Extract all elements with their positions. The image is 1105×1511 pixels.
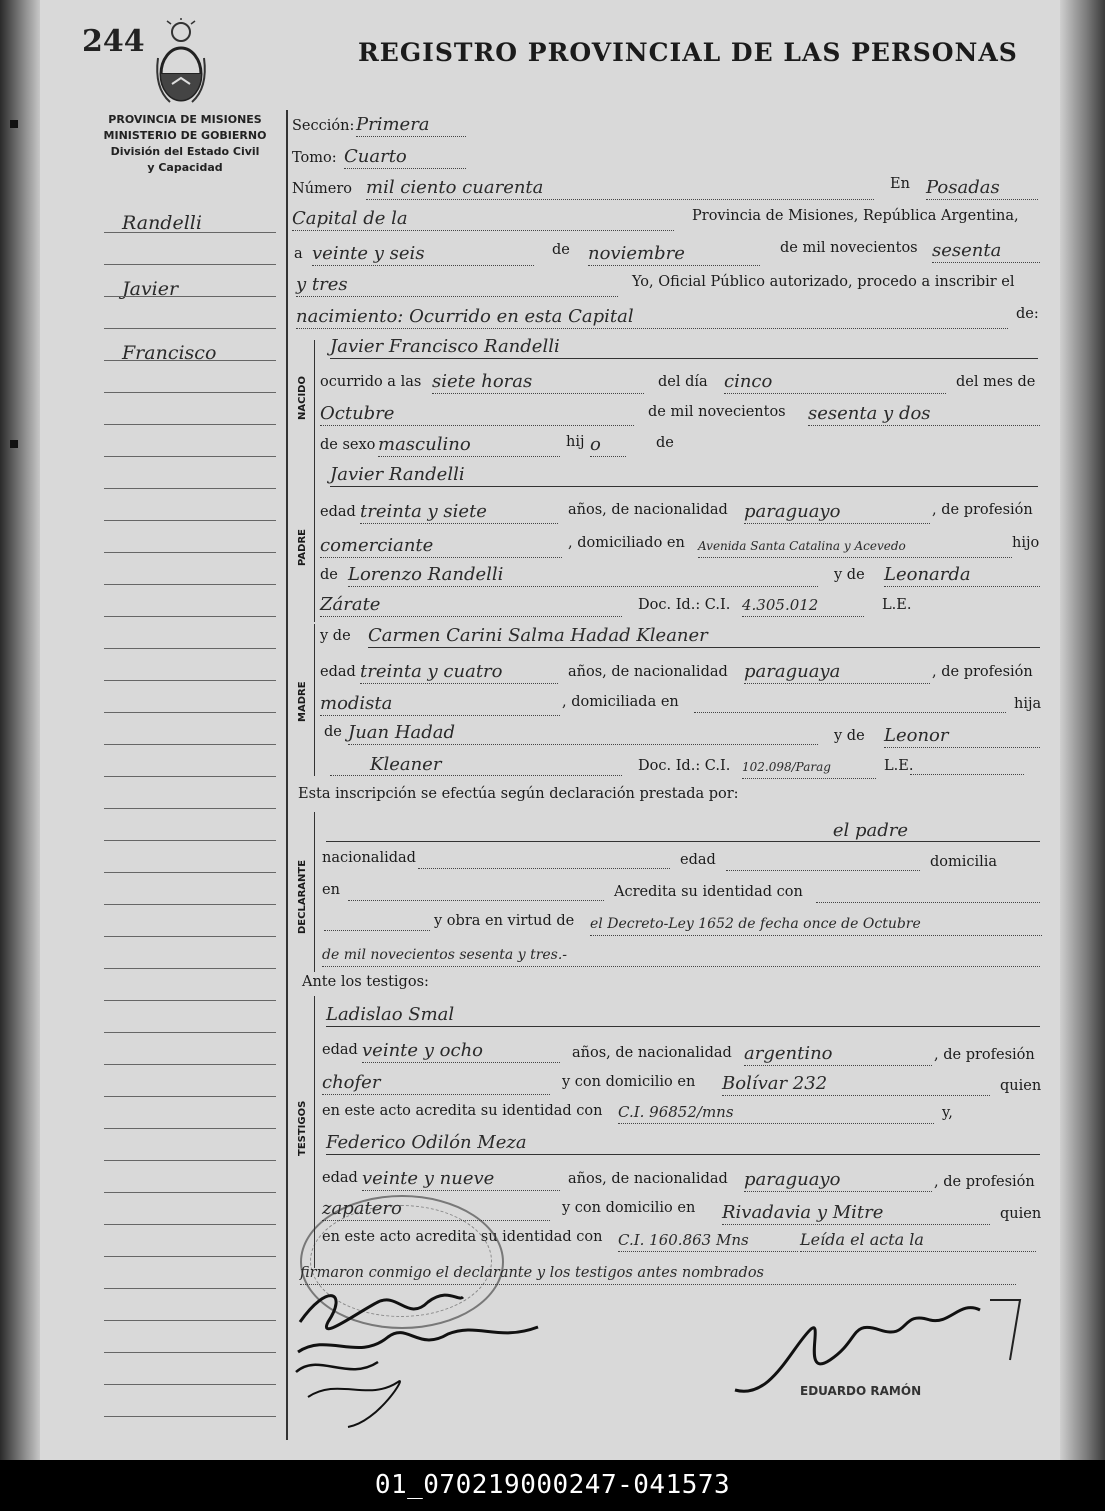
madre-nombre: Carmen Carini Salma Hadad Kleaner [368,625,1040,648]
padre-nacionalidad-label: años, de nacionalidad [568,502,728,518]
declarante-edad-label: edad [680,852,716,868]
testigo1-y-label: y, [942,1105,953,1121]
madre-le-blank [910,774,1024,775]
nacido-anio: sesenta y dos [808,403,1040,426]
officer-signature [730,1290,1040,1430]
margin-rule [104,968,276,969]
ocurrido-label: ocurrido a las [320,374,422,390]
dia-inscripcion: veinte y seis [312,243,534,266]
margin-rule [104,552,276,553]
org-division-sub: y Capacidad [147,161,223,174]
declaracion-intro: Esta inscripción se efectúa según declaración prestada por: [298,786,739,802]
margin-rule [104,840,276,841]
padre-yde-label: y de [834,567,865,583]
testigo2-quien-label: quien [1000,1206,1042,1222]
firmaron-text: firmaron conmigo el declarante y los testigos antes nombrados [300,1262,1016,1285]
de-colon-label: de: [1016,306,1039,322]
margin-first-name: Javier [122,278,179,300]
testigos-intro: Ante los testigos: [302,974,429,990]
nacido-sexo: masculino [378,434,560,457]
padre-edad: treinta y siete [360,501,558,524]
margin-rule [104,1320,276,1321]
madre-domicilio-label: , domiciliada en [562,694,679,710]
margin-rule [104,1096,276,1097]
margin-rule [104,488,276,489]
nacido-label: NACIDO [297,376,308,420]
padre-padre: Lorenzo Randelli [348,564,818,587]
madre-yde-label: y de [320,628,351,644]
madre-edad-label: edad [320,664,356,680]
declarant-signature [288,1282,558,1432]
nacido-hora: siete horas [432,371,644,394]
nacido-nombre: Javier Francisco Randelli [330,336,1038,359]
margin-rule [104,1256,276,1257]
sexo-label: de sexo [320,437,376,453]
margin-rule [104,1000,276,1001]
padre-madre-cont: Zárate [320,594,622,617]
del-dia-label: del día [658,374,708,390]
capital-value: Capital de la [292,208,674,231]
padre-domicilio-label: , domiciliado en [568,535,685,551]
declarante-nacionalidad-label: nacionalidad [322,850,416,866]
leida-text: Leída el acta la [800,1229,1036,1252]
en-label: En [890,176,910,192]
margin-rule [104,744,276,745]
testigos-label: TESTIGOS [297,1100,308,1156]
padre-doc-label: Doc. Id.: C.I. [638,597,731,613]
page-title: REGISTRO PROVINCIAL DE LAS PERSONAS [358,38,1018,67]
margin-rule [104,584,276,585]
madre-doc-label: Doc. Id.: C.I. [638,758,731,774]
margin-rule [104,808,276,809]
margin-rule [104,904,276,905]
margin-rule [104,936,276,937]
testigo2-edad: veinte y nueve [362,1168,560,1191]
de-label-2: de [656,435,674,451]
margin-rule [104,1160,276,1161]
margin-rule [104,264,276,265]
margin-rule [104,392,276,393]
margin-rule [104,776,276,777]
madre-profesion: modista [320,693,560,716]
declarante-domicilia-label: domicilia [930,854,998,870]
padre-hijo-label: hijo [1012,535,1040,551]
madre-hija-label: hija [1014,696,1042,712]
padre-label: PADRE [297,529,308,566]
margin-rule [104,1416,276,1417]
margin-rule [104,232,276,233]
padre-domicilio: Avenida Santa Catalina y Acevedo [698,535,1012,558]
testigo1-acredita-label: en este acto acredita su identidad con [322,1103,603,1119]
margin-second-name: Francisco [122,342,217,364]
numero-value: mil ciento cuarenta [366,177,874,200]
testigo1-nombre: Ladislao Smal [326,1004,1040,1027]
page-number: 244 [82,24,145,59]
declarante-label: DECLARANTE [297,859,308,934]
hij-label: hij [566,434,585,450]
testigo1-nacionalidad: argentino [744,1043,932,1066]
madre-le-label: L.E. [884,758,914,774]
margin-rule [104,1192,276,1193]
nacido-mes: Octubre [320,403,634,426]
testigo1-nacionalidad-label: años, de nacionalidad [572,1045,732,1061]
padre-doc: 4.305.012 [742,594,864,617]
seccion-label: Sección: [292,118,355,134]
testigo1-edad: veinte y ocho [362,1040,560,1063]
margin-rule [104,1064,276,1065]
numero-label: Número [292,181,353,197]
padre-nacionalidad: paraguayo [744,501,930,524]
tomo-label: Tomo: [292,150,337,166]
margin-rule [104,456,276,457]
declarante-nombre: el padre [326,820,1040,842]
margin-rule [104,296,276,297]
testigo2-doc: C.I. 160.863 Mns [618,1229,798,1252]
testigo1-edad-label: edad [322,1042,358,1058]
issuing-authority [96,112,274,176]
madre-de-label: de [324,724,342,740]
padre-madre: Leonarda [884,564,1040,587]
obra-value-cont: de mil novecientos sesenta y tres.- [322,944,1040,967]
hij-suffix: o [590,434,626,457]
madre-nacionalidad: paraguaya [744,661,930,684]
mes-inscripcion: noviembre [588,243,760,266]
madre-domicilio-blank [694,712,1006,713]
testigo1-doc: C.I. 96852/mns [618,1101,934,1124]
margin-rule [104,1128,276,1129]
madre-yde2-label: y de [834,728,865,744]
oficial-text: Yo, Oficial Público autorizado, procedo a inscribir el [632,274,1015,290]
margin-rule [104,648,276,649]
testigo2-profesion: zapatero [322,1198,550,1221]
officer-stamp-text: EDUARDO RAMÓN [800,1384,922,1398]
madre-profesion-label: , de profesión [932,664,1033,680]
testigo2-edad-label: edad [322,1170,358,1186]
padre-de-label: de [320,567,338,583]
madre-nacionalidad-label: años, de nacionalidad [568,664,728,680]
obra-label: y obra en virtud de [434,913,575,929]
coat-of-arms-icon [152,18,210,106]
declarante-acredita-label: Acredita su identidad con [614,884,803,900]
mil-novecientos-label-2: de mil novecientos [648,404,786,420]
margin-rule [104,520,276,521]
binding-mark [10,440,18,448]
testigo2-domicilio-label: y con domicilio en [562,1200,696,1216]
padre-edad-label: edad [320,504,356,520]
obra-value: el Decreto-Ley 1652 de fecha once de Octubre [590,913,1042,936]
org-ministry: MINISTERIO DE GOBIERNO [103,129,267,142]
margin-rule [104,616,276,617]
anio-inscripcion-cont: y tres [296,274,618,297]
margin-rule [104,1352,276,1353]
declarante-en-blank [348,900,604,901]
madre-edad: treinta y cuatro [360,661,558,684]
mil-novecientos-label: de mil novecientos [780,240,918,256]
margin-rule [104,680,276,681]
margin-rule [104,360,276,361]
testigo2-acredita-label: en este acto acredita su identidad con [322,1229,603,1245]
padre-profesion-label: , de profesión [932,502,1033,518]
testigo2-nacionalidad: paraguayo [744,1169,932,1192]
testigo1-profesion-label: , de profesión [934,1047,1035,1063]
margin-rule [104,424,276,425]
testigo2-profesion-label: , de profesión [934,1174,1035,1190]
madre-doc: 102.098/Parag [742,756,876,779]
en-value: Posadas [926,177,1038,200]
padre-le-label: L.E. [882,597,912,613]
testigo1-profesion: chofer [322,1072,550,1095]
anio-inscripcion: sesenta [932,240,1040,263]
margin-rule [104,872,276,873]
margin-rule [104,1288,276,1289]
declarante-edad-blank [726,870,920,871]
org-division: División del Estado Civil [110,145,260,158]
margin-rule [104,328,276,329]
margin-rule [104,1032,276,1033]
de-label: de [552,242,570,258]
margin-surname: Randelli [122,212,202,234]
testigo2-nombre: Federico Odilón Meza [326,1132,1040,1155]
margin-rule [104,712,276,713]
testigo1-domicilio: Bolívar 232 [722,1073,990,1096]
madre-label: MADRE [297,681,308,722]
margin-rule [104,1384,276,1385]
del-mes-label: del mes de [956,374,1036,390]
archive-code: 01_070219000247-041573 [0,1460,1105,1511]
padre-nombre: Javier Randelli [330,464,1038,487]
org-province: PROVINCIA DE MISIONES [108,113,262,126]
declarante-en-label: en [322,882,340,898]
madre-madre-cont: Kleaner [330,754,622,776]
testigo2-domicilio: Rivadavia y Mitre [722,1202,990,1225]
madre-madre: Leonor [884,725,1040,748]
a-label: a [294,246,303,262]
nacimiento-value: nacimiento: Ocurrido en esta Capital [296,306,1008,329]
seccion-value: Primera [356,114,466,137]
testigo2-nacionalidad-label: años, de nacionalidad [568,1171,728,1187]
padre-profesion: comerciante [320,535,562,558]
declarante-acredita-blank [816,902,1040,903]
provincia-text: Provincia de Misiones, República Argentina, [692,208,1019,224]
margin-rule [104,1224,276,1225]
nacido-dia: cinco [724,371,946,394]
testigo1-domicilio-label: y con domicilio en [562,1074,696,1090]
madre-padre: Juan Hadad [348,722,818,745]
tomo-value: Cuarto [344,146,466,169]
binding-mark [10,120,18,128]
declarante-blank-3 [324,930,430,931]
testigo1-quien-label: quien [1000,1078,1042,1094]
declarante-nacionalidad-blank [418,868,670,869]
